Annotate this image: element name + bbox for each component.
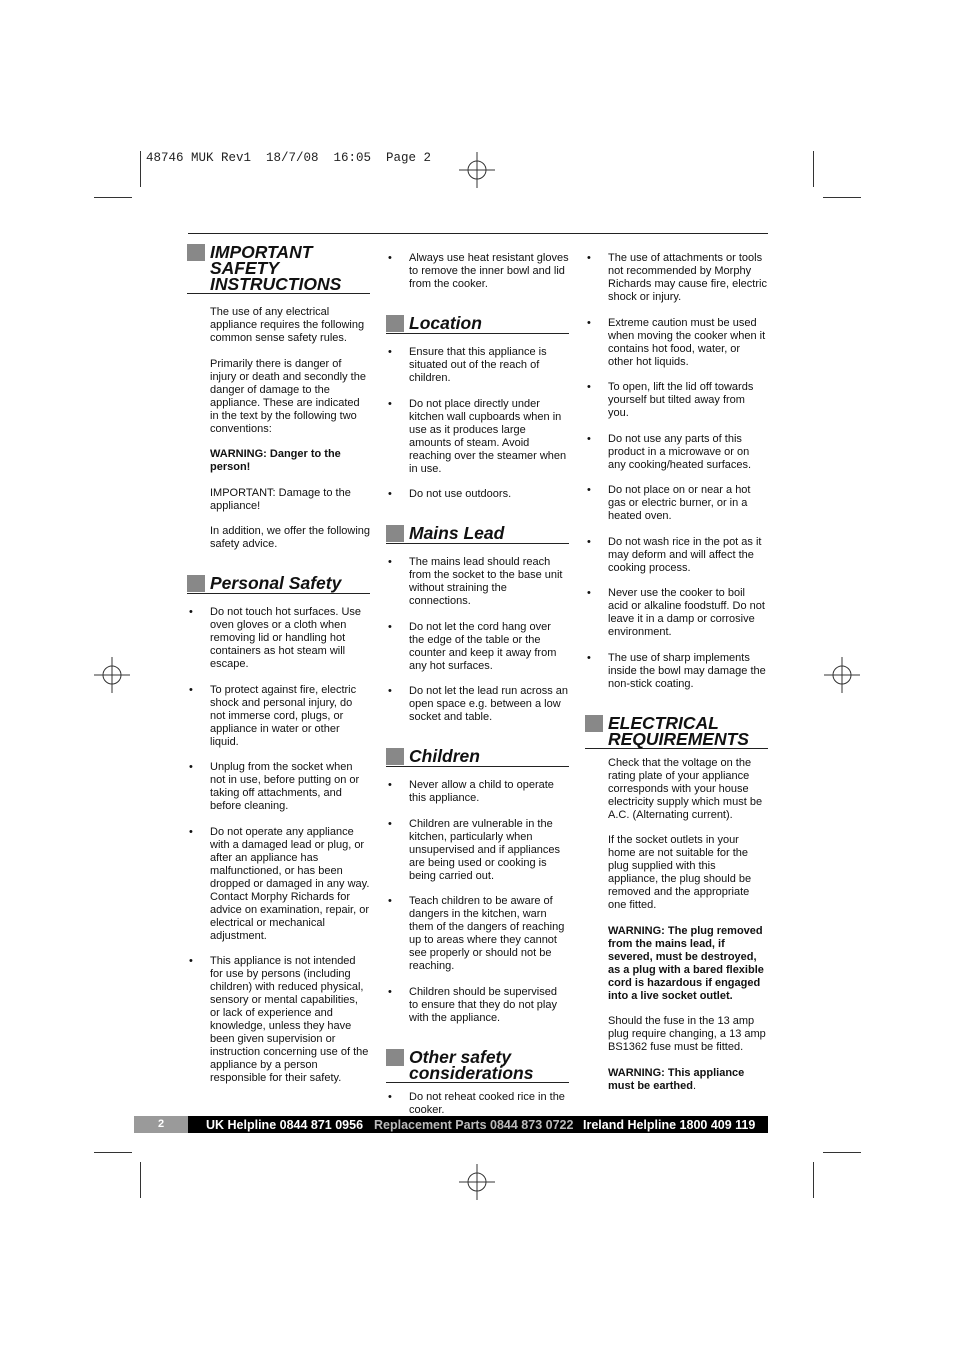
- important-convention: IMPORTANT: Damage to the appliance!: [210, 486, 351, 512]
- list-item: • Extreme caution must be used when moving the cooker when it contains hot food, water, or other hot liquids.: [587, 316, 766, 368]
- list-item: • Do not use outdoors.: [388, 488, 512, 500]
- list-item: • Do not place directly under kitchen wall cupboards when in use as it produces large amounts of steam. Avoid reaching over the steamer when in use.: [388, 397, 567, 475]
- personal-safety-list: [187, 606, 370, 1085]
- list-item: • Do not wash rice in the pot as it may deform and will affect the cooking process.: [587, 535, 762, 574]
- other-safety-list: [386, 1091, 569, 1117]
- registration-mark-right-icon: [824, 657, 860, 693]
- crop-mark: [813, 1162, 814, 1198]
- list-item: • Ensure that this appliance is situated out of the reach of children.: [388, 346, 547, 384]
- column-3: [585, 252, 768, 1105]
- crop-mark: [813, 151, 814, 187]
- heading-square-icon: [585, 715, 603, 732]
- registration-mark-top-icon: [459, 152, 495, 188]
- heading-text: Personal Safety: [210, 573, 342, 593]
- electrical-requirements-heading: [585, 713, 768, 749]
- warning-convention: WARNING: Danger to the person!: [210, 448, 341, 473]
- list-item: • Never use the cooker to boil acid or alkaline foodstuff. Do not leave it in a damp or corrosive environment.: [587, 587, 765, 638]
- list-item: • Teach children to be aware of dangers in the kitchen, warn them of the dangers of reaching up to areas where they cannot see properly or should not be reaching.: [388, 895, 565, 972]
- important-safety-heading: [187, 242, 370, 294]
- heading-square-icon: [187, 244, 205, 261]
- heading-square-icon: [386, 1049, 404, 1066]
- heading-line: IMPORTANT: [210, 242, 313, 262]
- plug-warning: WARNING: The plug removed from the mains lead, if severed, must be destroyed, as a plug with a bared flexible cord is hazardous if engaged into a live socket outlet.: [608, 924, 764, 1002]
- list-item: • The mains lead should reach from the socket to the base unit without straining the connections.: [388, 556, 563, 607]
- replacement-parts: Replacement Parts 0844 873 0722: [374, 1118, 574, 1132]
- personal-safety-heading: [187, 573, 370, 594]
- heading-square-icon: [386, 525, 404, 542]
- list-item: • Never allow a child to operate this appliance.: [388, 779, 554, 804]
- list-item: • The use of sharp implements inside the bowl may damage the non-stick coating.: [587, 651, 766, 690]
- electrical-paragraph: Check that the voltage on the rating plate of your appliance corresponds with your house electricity supply which must be A.C. (Alternating current).: [608, 756, 763, 821]
- column-2: [386, 252, 569, 1129]
- crop-mark: [823, 1152, 861, 1153]
- list-item: • To protect against fire, electric shock and personal injury, do not immerse cord, plugs, or appliance in water or other liquid.: [189, 683, 357, 748]
- heading-square-icon: [386, 315, 404, 332]
- list-item: • Do not place on or near a hot gas or electric burner, or in a heated oven.: [587, 484, 751, 522]
- heading-square-icon: [386, 748, 404, 765]
- page-number: 2: [134, 1116, 188, 1133]
- electrical-paragraph: If the socket outlets in your home are not suitable for the plug supplied with this appliance, the plug should be removed and the appropriate one fitted.: [608, 834, 752, 911]
- crop-mark: [94, 197, 132, 198]
- heading-line: ELECTRICAL: [608, 712, 719, 733]
- list-item: • Unplug from the socket when not in use, before putting on or taking off attachments, and before cleaning.: [189, 761, 360, 812]
- children-heading: [386, 746, 569, 767]
- heading-line: REQUIREMENTS: [608, 728, 749, 749]
- mains-lead-heading: [386, 523, 569, 544]
- intro-paragraph: The use of any electrical appliance requires the following common sense safety rules.: [210, 306, 365, 344]
- list-item: • Children are vulnerable in the kitchen, particularly when unsupervised and if appliances are being used or cooking is being carried out.: [388, 817, 561, 882]
- crop-mark: [140, 151, 141, 187]
- heading-square-icon: [187, 575, 205, 592]
- heading-line: SAFETY: [210, 258, 280, 278]
- list-item: • Do not operate any appliance with a damaged lead or plug, or after an appliance has malfunctioned, or has been dropped or damaged in any way. Contact Morphy Richards for advice on examination, repair, or electrical or mechanical adjustment.: [189, 825, 370, 942]
- addition-paragraph: In addition, we offer the following safety advice.: [210, 525, 371, 550]
- list-item: • Do not reheat cooked rice in the cooker.: [388, 1090, 565, 1116]
- general-safety-list: [585, 252, 768, 691]
- registration-mark-left-icon: [94, 657, 130, 693]
- list-item: • This appliance is not intended for use by persons (including children) with reduced physical, sensory or mental capabilities, or lack of experience and knowledge, unless they have been given supervision or instruction concerning use of the appliance by a person responsible for their safety.: [189, 955, 369, 1084]
- other-safety-heading: [386, 1047, 569, 1083]
- footer-bar: [134, 1116, 768, 1133]
- top-rule: [188, 233, 768, 234]
- earthed-warning: WARNING: This appliance must be earthed.: [608, 1066, 745, 1092]
- list-item: • To open, lift the lid off towards yourself but tilted away from you.: [587, 381, 754, 419]
- list-item: • Always use heat resistant gloves to remove the inner bowl and lid from the cooker.: [388, 252, 569, 290]
- gloves-list: [386, 252, 569, 291]
- heading-line: INSTRUCTIONS: [210, 274, 342, 294]
- heading-text: Children: [409, 746, 480, 766]
- list-item: • Do not let the lead run across an open space e.g. between a low socket and table.: [388, 685, 568, 723]
- intro-paragraph: Primarily there is danger of injury or death and secondly the danger of damage to the appliance. These are indicated in the text by the following two conventions:: [210, 357, 366, 435]
- registration-mark-bottom-icon: [459, 1164, 495, 1200]
- crop-mark: [140, 1162, 141, 1198]
- column-1: [187, 242, 370, 1098]
- list-item: • The use of attachments or tools not recommended by Morphy Richards may cause fire, electric shock or injury.: [587, 252, 767, 303]
- list-item: • Do not touch hot surfaces. Use oven gloves or a cloth when removing lid or handling hot containers as hot steam will escape.: [189, 606, 362, 670]
- crop-mark: [94, 1152, 132, 1153]
- list-item: • Do not let the cord hang over the edge of the table or the counter and keep it away from any hot surfaces.: [388, 620, 557, 672]
- print-slug: 48746 MUK Rev1 18/7/08 16:05 Page 2: [146, 151, 432, 165]
- heading-text: Location: [409, 313, 482, 333]
- fuse-paragraph: Should the fuse in the 13 amp plug require changing, a 13 amp BS1362 fuse must be fitted.: [608, 1015, 766, 1053]
- list-item: • Do not use any parts of this product in a microwave or on any cooking/heated surfaces.: [587, 432, 752, 471]
- uk-helpline: UK Helpline 0844 871 0956: [206, 1118, 364, 1132]
- list-item: • Children should be supervised to ensure that they do not play with the appliance.: [388, 985, 557, 1024]
- heading-text: Mains Lead: [409, 523, 505, 543]
- heading-line: Other safety: [409, 1046, 512, 1067]
- location-heading: [386, 313, 569, 334]
- crop-mark: [823, 197, 861, 198]
- ireland-helpline: Ireland Helpline 1800 409 119: [583, 1118, 756, 1132]
- heading-line: considerations: [409, 1062, 534, 1083]
- location-list: [386, 346, 569, 501]
- children-list: [386, 779, 569, 1025]
- mains-lead-list: [386, 556, 569, 724]
